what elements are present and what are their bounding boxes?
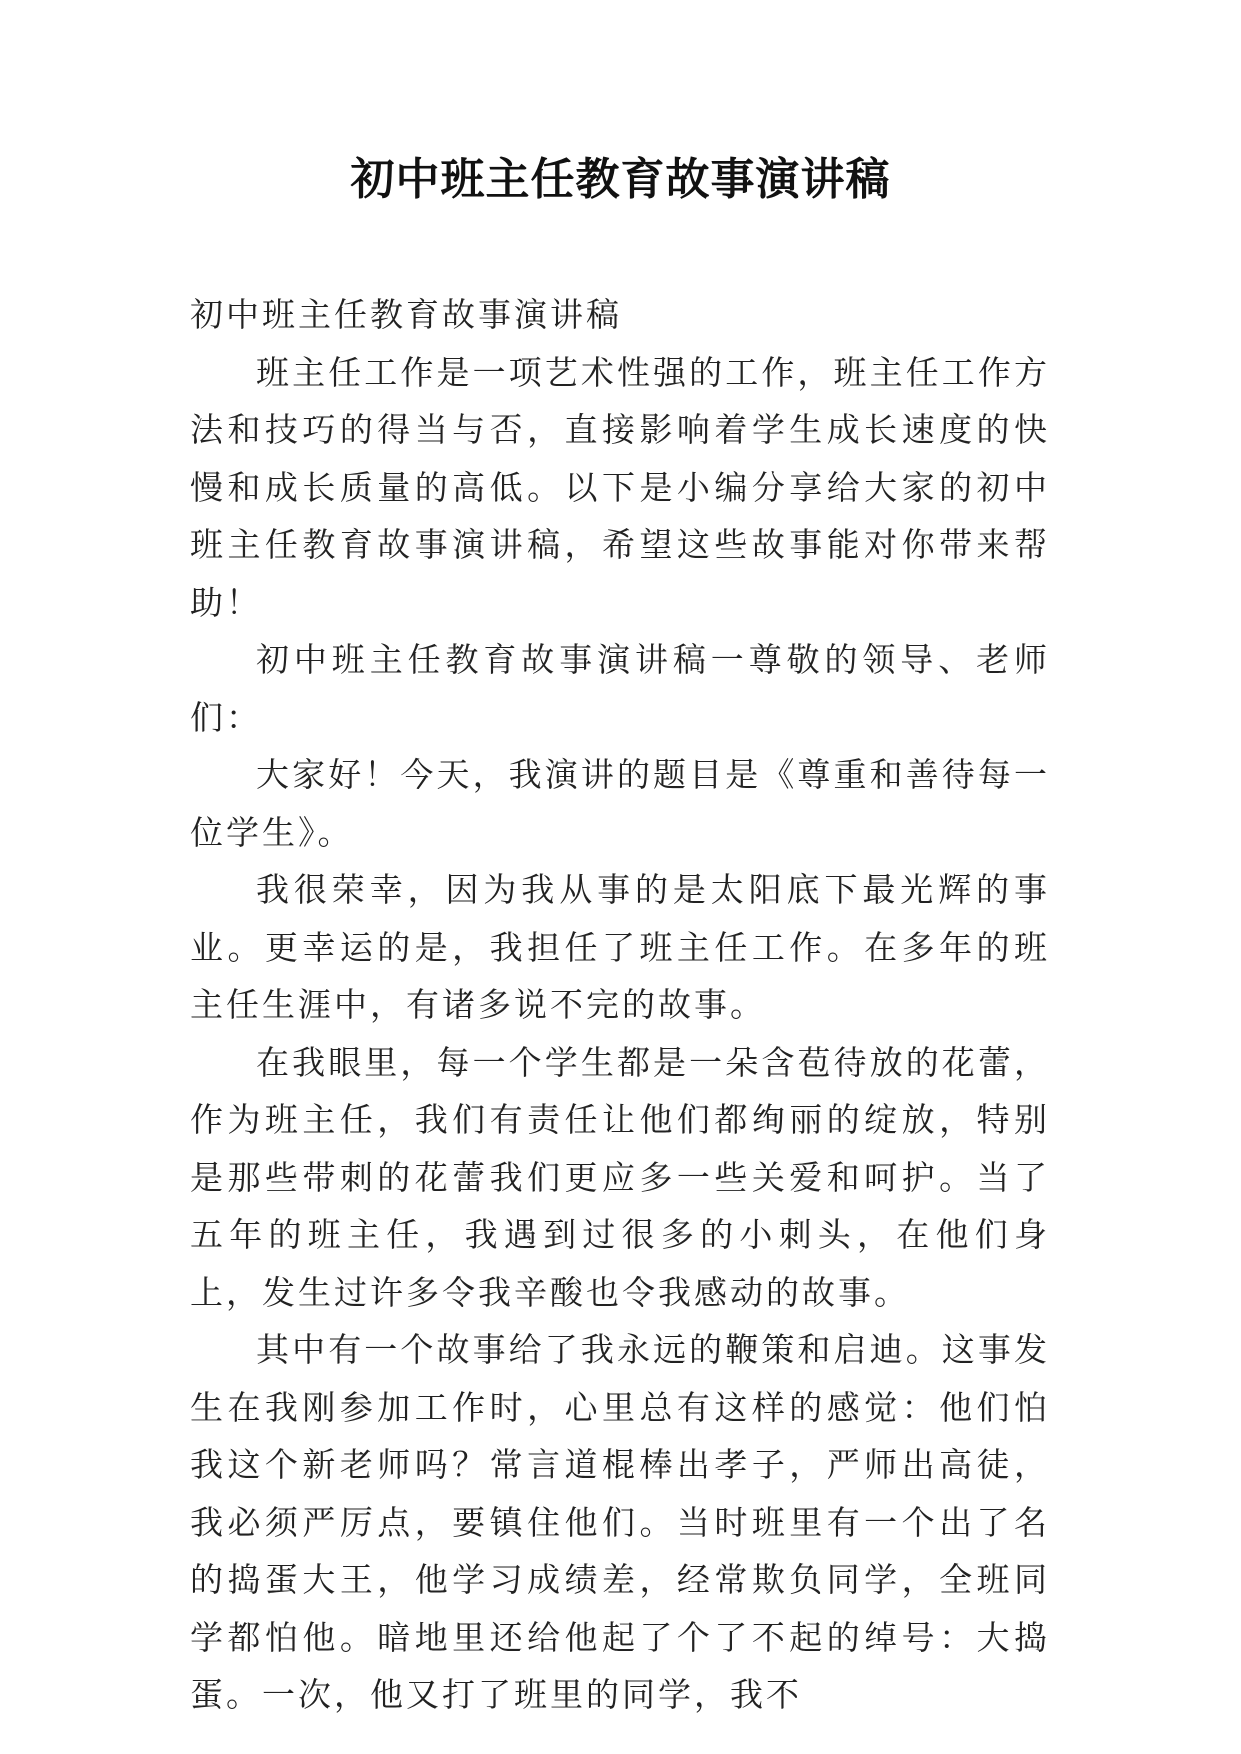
paragraph-intro: 班主任工作是一项艺术性强的工作，班主任工作方法和技巧的得当与否，直接影响着学生成长速度的快慢和成长质量的高低。以下是小编分享给大家的初中班主任教育故事演讲稿，希望这些故事能对你带来帮助！ [190, 352, 1050, 622]
document-body [190, 286, 1050, 1724]
paragraph-flower-buds: 在我眼里，每一个学生都是一朵含苞待放的花蕾，作为班主任，我们有责任让他们都绚丽的绽放，特别是那些带刺的花蕾我们更应多一些关爱和呵护。当了五年的班主任，我遇到过很多的小刺头，在他们身上，发生过许多令我辛酸也令我感动的故事。 [190, 1042, 1050, 1312]
paragraph-story: 其中有一个故事给了我永远的鞭策和启迪。这事发生在我刚参加工作时，心里总有这样的感觉：他们怕我这个新老师吗？常言道棍棒出孝子，严师出高徒，我必须严厉点，要镇住他们。当时班里有一个出了名的捣蛋大王，他学习成绩差，经常欺负同学，全班同学都怕他。暗地里还给他起了个了不起的绰号：大捣蛋。一次，他又打了班里的同学，我不 [190, 1330, 1050, 1714]
paragraph-career: 我很荣幸，因为我从事的是太阳底下最光辉的事业。更幸运的是，我担任了班主任工作。在多年的班主任生涯中，有诸多说不完的故事。 [190, 870, 1050, 1024]
paragraph-greeting: 大家好！今天，我演讲的题目是《尊重和善待每一位学生》。 [190, 755, 1050, 852]
paragraph-subtitle: 初中班主任教育故事演讲稿 [190, 295, 622, 334]
document-title: 初中班主任教育故事演讲稿 [350, 154, 891, 205]
paragraph-salutation: 初中班主任教育故事演讲稿一尊敬的领导、老师们： [190, 640, 1050, 737]
